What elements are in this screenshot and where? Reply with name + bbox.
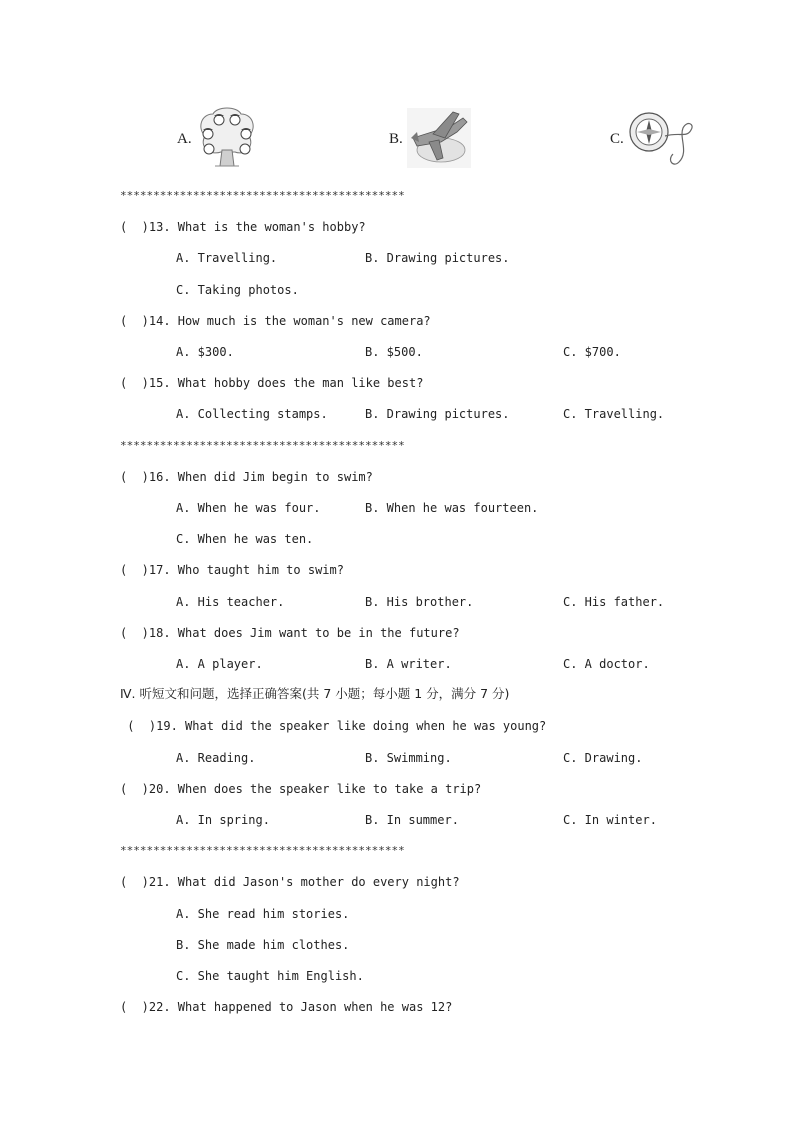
q17-option-c: C. His father.	[563, 595, 665, 609]
q15-option-b: B. Drawing pictures.	[365, 407, 510, 421]
q14-option-c: C. $700.	[563, 345, 621, 359]
question-13: ( )13. What is the woman's hobby?	[120, 220, 366, 234]
q21-option-a: A. She read him stories.	[176, 907, 350, 921]
airplane-icon	[407, 108, 471, 168]
picture-option-a-label: A.	[177, 131, 192, 147]
q14-option-a: A. $300.	[176, 345, 234, 359]
question-20: ( )20. When does the speaker like to take a trip?	[120, 782, 482, 796]
q19-option-a: A. Reading.	[176, 751, 256, 765]
question-14: ( )14. How much is the woman's new camera?	[120, 314, 431, 328]
family-tree-icon	[195, 106, 259, 168]
q18-option-a: A. A player.	[176, 657, 263, 671]
question-16: ( )16. When did Jim begin to swim?	[120, 470, 373, 484]
question-17: ( )17. Who taught him to swim?	[120, 563, 344, 577]
q21-option-c: C. She taught him English.	[176, 969, 364, 983]
picture-option-c-label: C.	[610, 131, 624, 147]
q18-option-b: B. A writer.	[365, 657, 452, 671]
q18-option-c: C. A doctor.	[563, 657, 650, 671]
picture-option-b-label: B.	[389, 131, 403, 147]
q13-option-a: A. Travelling.	[176, 251, 278, 265]
question-19: ( )19. What did the speaker like doing when he was young?	[120, 719, 547, 733]
q16-option-a: A. When he was four.	[176, 501, 321, 515]
q13-option-b: B. Drawing pictures.	[365, 251, 510, 265]
question-21: ( )21. What did Jason's mother do every night?	[120, 875, 460, 889]
q14-option-b: B. $500.	[365, 345, 423, 359]
q19-option-b: B. Swimming.	[365, 751, 452, 765]
compass-icon	[627, 110, 697, 168]
q15-option-a: A. Collecting stamps.	[176, 407, 328, 421]
q16-option-c: C. When he was ten.	[176, 532, 314, 546]
q21-option-b: B. She made him clothes.	[176, 938, 350, 952]
q16-option-b: B. When he was fourteen.	[365, 501, 539, 515]
separator: *******************************************	[120, 844, 405, 857]
q17-option-b: B. His brother.	[365, 595, 474, 609]
separator: *******************************************	[120, 189, 405, 202]
q20-option-a: A. In spring.	[176, 813, 270, 827]
q15-option-c: C. Travelling.	[563, 407, 665, 421]
q20-option-c: C. In winter.	[563, 813, 657, 827]
question-22: ( )22. What happened to Jason when he was 12?	[120, 1000, 453, 1014]
q17-option-a: A. His teacher.	[176, 595, 285, 609]
section-heading: Ⅳ. 听短文和问题，选择正确答案(共 7 小题；每小题 1 分，满分 7 分)	[120, 686, 510, 701]
separator: *******************************************	[120, 439, 405, 452]
question-18: ( )18. What does Jim want to be in the future?	[120, 626, 460, 640]
q13-option-c: C. Taking photos.	[176, 283, 299, 297]
question-15: ( )15. What hobby does the man like best?	[120, 376, 424, 390]
q19-option-c: C. Drawing.	[563, 751, 643, 765]
q20-option-b: B. In summer.	[365, 813, 459, 827]
